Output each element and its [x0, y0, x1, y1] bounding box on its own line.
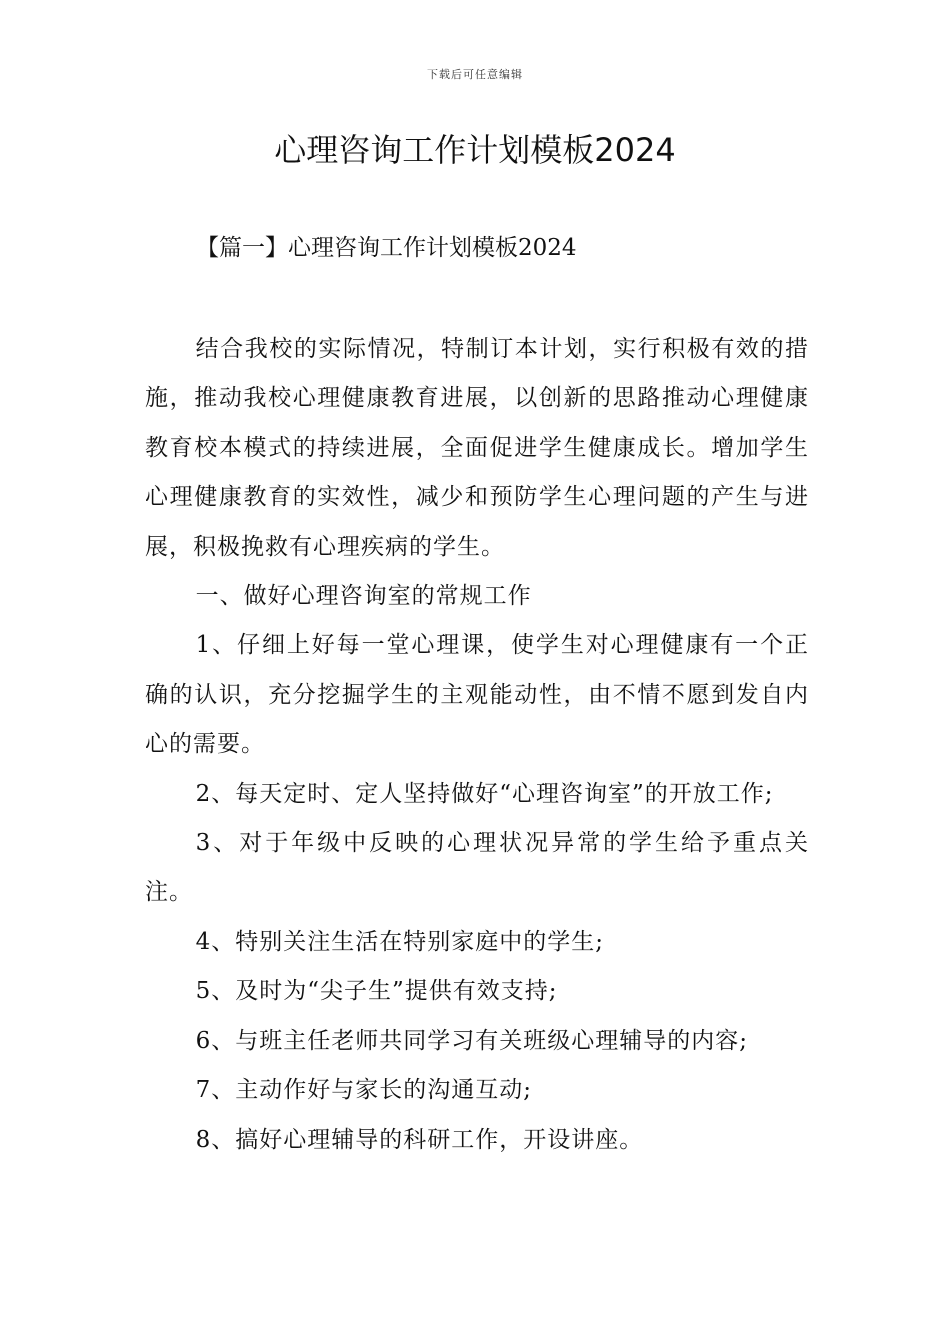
- document-body: [145, 325, 809, 1165]
- intro-paragraph: 结合我校的实际情况，特制订本计划，实行积极有效的措施，推动我校心理健康教育进展，以创新的思路推动心理健康教育校本模式的持续进展，全面促进学生健康成长。增加学生心理健康教育的实效性，减少和预防学生心理问题的产生与进展，积极挽救有心理疾病的学生。: [145, 336, 809, 560]
- list-item: 3、对于年级中反映的心理状况异常的学生给予重点关注。: [145, 830, 809, 906]
- list-item: 2、每天定时、定人坚持做好“心理咨询室”的开放工作;: [195, 780, 774, 807]
- section-heading: 【篇一】心理咨询工作计划模板2024: [196, 235, 577, 261]
- document-title: 心理咨询工作计划模板2024: [274, 131, 676, 169]
- header-note: 下载后可任意编辑: [427, 68, 523, 81]
- list-item: 4、特别关注生活在特别家庭中的学生;: [195, 928, 604, 955]
- list-item: 8、搞好心理辅导的科研工作，开设讲座。: [195, 1126, 644, 1153]
- list-item: 6、与班主任老师共同学习有关班级心理辅导的内容;: [195, 1027, 748, 1054]
- list-item: 5、及时为“尖子生”提供有效支持;: [195, 978, 558, 1005]
- subheading-routine-work: 一、做好心理咨询室的常规工作: [195, 583, 532, 610]
- list-item: 7、主动作好与家长的沟通互动;: [195, 1077, 532, 1104]
- list-item: 1、仔细上好每一堂心理课，使学生对心理健康有一个正确的认识，充分挖掘学生的主观能动性，由不情不愿到发自内心的需要。: [145, 632, 809, 758]
